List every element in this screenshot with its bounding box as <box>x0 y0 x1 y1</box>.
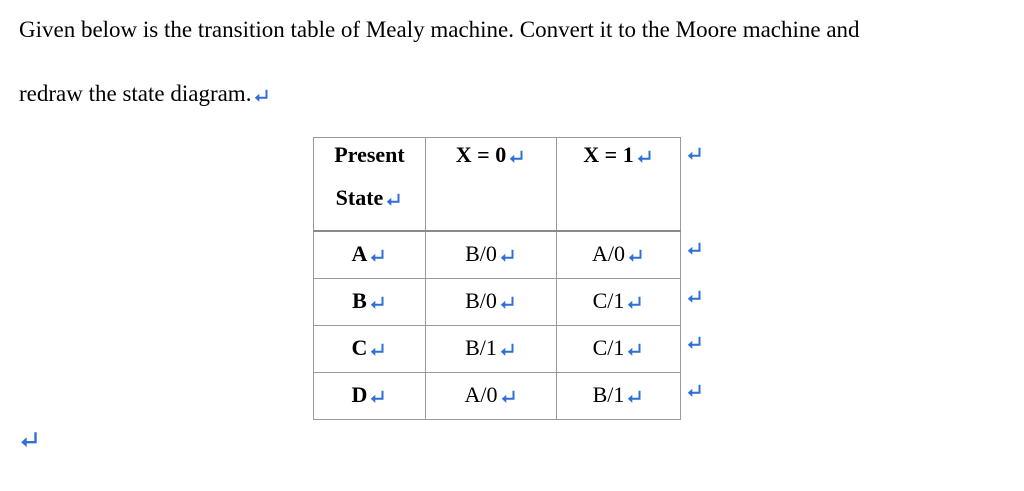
header-state-label: State <box>335 185 384 210</box>
header-present-label: Present <box>334 142 405 167</box>
row-end-mark-icon <box>686 240 704 258</box>
header-x0-label: X = 0 <box>455 142 507 167</box>
header-x0 <box>426 138 557 232</box>
state-cell-line <box>314 334 425 362</box>
paragraph-text-2: redraw the state diagram. <box>19 81 252 106</box>
x1-cell <box>557 279 681 326</box>
x1-value: B/1 <box>592 382 625 407</box>
table-header-row <box>314 138 681 232</box>
paragraph-question-line1 <box>19 16 860 44</box>
row-end-mark-icon <box>686 382 704 400</box>
row-end-mark-icon <box>686 288 704 306</box>
table-row <box>314 373 681 420</box>
header-x1-label: X = 1 <box>583 142 634 167</box>
return-arrow-icon <box>369 341 387 359</box>
x1-cell <box>557 373 681 420</box>
header-x1-line <box>557 141 680 169</box>
x1-cell-line <box>557 240 680 268</box>
state-label: B <box>352 288 367 313</box>
table-row <box>314 279 681 326</box>
state-cell <box>314 373 426 420</box>
header-x1 <box>557 138 681 232</box>
table-row <box>314 231 681 279</box>
return-arrow-icon <box>508 148 526 166</box>
header-state-line <box>314 184 425 212</box>
x0-cell-line <box>426 240 556 268</box>
header-x0-line <box>426 141 556 169</box>
return-arrow-icon <box>627 247 645 265</box>
state-label: C <box>351 335 368 360</box>
x1-value: C/1 <box>592 288 625 313</box>
x0-value: B/0 <box>465 288 497 313</box>
row-end-mark-icon <box>686 145 704 163</box>
mealy-transition-table <box>313 137 681 420</box>
state-label: D <box>351 382 368 407</box>
x0-cell <box>426 326 557 373</box>
x1-cell-line <box>557 287 680 315</box>
x1-cell <box>557 326 681 373</box>
x0-cell <box>426 279 557 326</box>
return-arrow-icon <box>369 388 387 406</box>
x0-cell-line <box>426 334 556 362</box>
return-arrow-icon <box>499 341 517 359</box>
return-arrow-icon <box>499 247 517 265</box>
row-end-mark-icon <box>686 334 704 352</box>
state-cell-line <box>314 240 425 268</box>
state-cell <box>314 279 426 326</box>
return-arrow-icon <box>499 294 517 312</box>
header-present-state <box>314 138 426 232</box>
x0-cell-line <box>426 381 556 409</box>
state-label: A <box>351 241 368 266</box>
table-row <box>314 326 681 373</box>
state-cell <box>314 231 426 279</box>
return-arrow-icon <box>369 247 387 265</box>
x1-value: A/0 <box>592 241 625 266</box>
state-cell <box>314 326 426 373</box>
return-arrow-icon <box>626 388 644 406</box>
x0-value: A/0 <box>464 382 498 407</box>
state-cell-line <box>314 287 425 315</box>
paragraph-question-line2 <box>19 80 271 108</box>
x1-cell-line <box>557 381 680 409</box>
return-arrow-icon <box>626 294 644 312</box>
x0-value: B/0 <box>465 241 497 266</box>
x0-cell <box>426 231 557 279</box>
return-arrow-icon <box>500 388 518 406</box>
x0-cell-line <box>426 287 556 315</box>
return-arrow-icon <box>626 341 644 359</box>
x1-value: C/1 <box>592 335 625 360</box>
x0-cell <box>426 373 557 420</box>
return-arrow-icon <box>253 87 271 105</box>
x0-value: B/1 <box>465 335 497 360</box>
return-arrow-icon <box>636 148 654 166</box>
return-arrow-icon <box>369 294 387 312</box>
paragraph-mark-icon <box>19 429 41 451</box>
x1-cell-line <box>557 334 680 362</box>
return-arrow-icon <box>385 191 403 209</box>
state-cell-line <box>314 381 425 409</box>
paragraph-text-1: Given below is the transition table of Mealy machine. Convert it to the Moore machine and <box>19 17 860 42</box>
x1-cell <box>557 231 681 279</box>
